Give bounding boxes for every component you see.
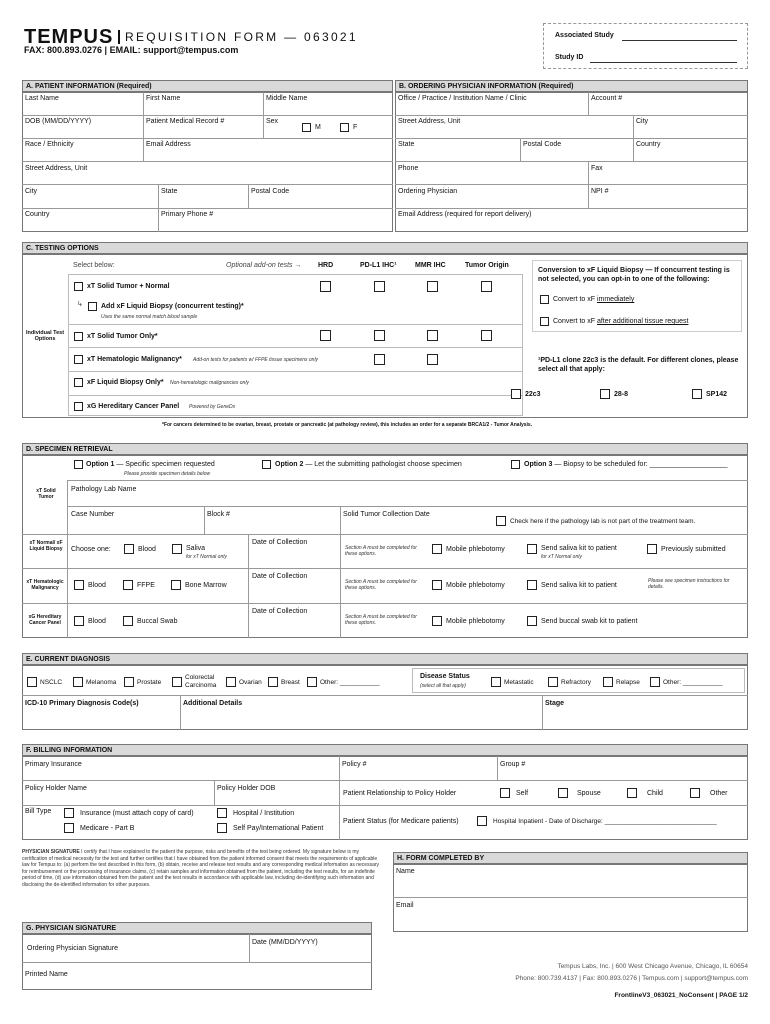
medicare-label: Medicare - Part B <box>80 825 135 832</box>
relapse-checkbox[interactable] <box>603 677 613 687</box>
section-b-title: B. ORDERING PHYSICIAN INFORMATION (Required) <box>395 80 748 92</box>
xf-note: Non-hematologic malignancies only <box>170 380 249 386</box>
clone-288-label: 28-8 <box>614 391 629 398</box>
ordering-signature-label: Ordering Physician Signature <box>27 945 119 952</box>
xt-solid-only-checkbox[interactable] <box>74 332 83 341</box>
ovarian-checkbox[interactable] <box>226 677 236 687</box>
heme-blood-label: Blood <box>88 582 106 589</box>
option2-checkbox[interactable] <box>262 460 271 469</box>
study-id-label: Study ID <box>555 54 584 61</box>
spouse-checkbox[interactable] <box>558 788 568 798</box>
pathology-lab-label: Pathology Lab Name <box>71 486 137 493</box>
patient-email-label: Email Address <box>146 141 191 148</box>
printed-name-label: Printed Name <box>25 971 68 978</box>
footer-address: Tempus Labs, Inc. | 600 West Chicago Avenue, Chicago, IL 60654 <box>557 963 748 970</box>
brca-footnote: *For cancers determined to be ovarian, breast, prostate or pancreatic (at pathology review), this includes an order for a separate BRCA1/2 - Tumor Analysis. <box>162 422 533 428</box>
sex-f-label: F <box>353 124 358 131</box>
xt-solid-normal-checkbox[interactable] <box>74 282 83 291</box>
section-c-title: C. TESTING OPTIONS <box>22 242 748 254</box>
hospital-checkbox[interactable] <box>217 808 227 818</box>
office-label: Office / Practice / Institution Name / Clinic <box>398 95 527 102</box>
clone-22c3-checkbox[interactable] <box>511 389 521 399</box>
tumor-origin-header: Tumor Origin <box>465 262 509 269</box>
normal-send-saliva-checkbox[interactable] <box>527 544 537 554</box>
clone-288-checkbox[interactable] <box>600 389 610 399</box>
sex-m-label: M <box>315 124 321 131</box>
after-text: after additional tissue request <box>596 318 689 325</box>
heme-mobile-label: Mobile phlebotomy <box>446 582 505 589</box>
heme-ffpe-checkbox[interactable] <box>123 580 133 590</box>
not-part-label: Check here if the pathology lab is not part of the treatment team. <box>510 518 696 525</box>
mmr-solid-only-checkbox[interactable] <box>427 330 438 341</box>
race-label: Race / Ethnicity <box>25 141 74 148</box>
xt-solid-only-label: xT Solid Tumor Only* <box>87 333 158 340</box>
npi-label: NPI # <box>591 188 609 195</box>
section-e-title: E. CURRENT DIAGNOSIS <box>22 653 748 665</box>
xf-only-checkbox[interactable] <box>74 378 83 387</box>
heme-section-a-note: Section A must be completed for these options. <box>345 579 417 591</box>
sex-label: Sex <box>266 118 279 125</box>
icd-label: ICD-10 Primary Diagnosis Code(s) <box>25 700 139 707</box>
other-cancer-checkbox[interactable] <box>307 677 317 687</box>
section-f-title: F. BILLING INFORMATION <box>22 744 748 756</box>
dob-label: DOB (MM/DD/YYYY) <box>25 118 92 125</box>
associated-study-label: Associated Study <box>555 32 614 39</box>
contact-line: FAX: 800.893.0276 | EMAIL: support@tempus.com <box>24 45 239 55</box>
xg-blood-label: Blood <box>88 618 106 625</box>
other-status-label: Other: ___________ <box>663 679 723 686</box>
option2-label: Option 2 — Let the submitting pathologist choose specimen <box>275 461 462 468</box>
tempus-logo: TEMPUS <box>24 26 114 48</box>
select-below: Select below: <box>73 262 115 269</box>
patient-status-label: Patient Status (for Medicare patients) <box>343 818 459 825</box>
disease-status-label: Disease Status <box>420 673 470 680</box>
xg-mobile-label: Mobile phlebotomy <box>446 618 505 625</box>
convert-immediately-label: Convert to xF immediately <box>553 296 635 303</box>
selfpay-checkbox[interactable] <box>217 823 227 833</box>
prostate-label: Prostate <box>137 679 162 686</box>
certification-text: PHYSICIAN SIGNATURE I certify that I have explained to the patient the purpose, risks and benefits of the test being ordered. My signature below is my certification of medical necessity for the test and further certifies that I have obtained from the patient informed consent that meets the requirements of applicable law for Tempus to: (a) perform the test described in this form, (b) obtain, receive and release test results and any corresponding medical information as necessary for reimbursement or the processing of insurance claims, (c) retain samples and information obtained from the patient, including the test results, for an indefinite period of time, (d) use information obtained from the patient and the test results in accordance with applicable law, including de-identifying such information and disclosing the de-identified information for other purposes. <box>22 849 380 888</box>
heme-date-label: Date of Collection <box>252 573 308 580</box>
pdl1-clone-note: ¹PD-L1 clone 22c3 is the default. For different clones, please select all that apply: <box>538 357 739 373</box>
choose-one: Choose one: <box>71 546 111 553</box>
heme-marrow-label: Bone Marrow <box>185 582 227 589</box>
physician-postal-label: Postal Code <box>523 141 562 148</box>
convert-immediately-checkbox[interactable] <box>540 295 549 304</box>
melanoma-checkbox[interactable] <box>73 677 83 687</box>
nsclc-checkbox[interactable] <box>27 677 37 687</box>
footer-phone: Phone: 800.739.4137 | Fax: 800.893.0276 | Tempus.com | support@tempus.com <box>515 975 748 982</box>
inpatient-label: Hospital Inpatient - Date of Discharge: _______________________________ <box>493 818 717 825</box>
patient-city-label: City <box>25 188 38 195</box>
physician-city-label: City <box>636 118 649 125</box>
self-checkbox[interactable] <box>500 788 510 798</box>
ordering-physician-label: Ordering Physician <box>398 188 458 195</box>
xg-date-label: Date of Collection <box>252 608 308 615</box>
block-label: Block # <box>207 511 230 518</box>
section-g-title: G. PHYSICIAN SIGNATURE <box>22 922 372 934</box>
relationship-label: Patient Relationship to Policy Holder <box>343 790 457 797</box>
xg-section-a-note: Section A must be completed for these options. <box>345 614 417 626</box>
pdl1-header: PD-L1 IHC¹ <box>360 262 397 269</box>
physician-street-label: Street Address, Unit <box>398 118 461 125</box>
certification-heading: PHYSICIAN SIGNATURE <box>22 849 80 855</box>
child-checkbox[interactable] <box>627 788 637 798</box>
self-label: Self <box>516 790 529 797</box>
inpatient-checkbox[interactable] <box>477 816 487 826</box>
breast-label: Breast <box>281 679 300 686</box>
group-label: Group # <box>500 761 526 768</box>
heme-mobile-checkbox[interactable] <box>432 580 442 590</box>
previously-submitted-label: Previously submitted <box>661 546 726 553</box>
clone-sp142-label: SP142 <box>706 391 728 398</box>
other-status-checkbox[interactable] <box>650 677 660 687</box>
option1-note: Please provide specimen details below <box>124 471 211 477</box>
xg-mobile-checkbox[interactable] <box>432 616 442 626</box>
study-id-field[interactable] <box>590 62 737 63</box>
insurance-label: Insurance (must attach copy of card) <box>80 810 194 817</box>
xg-send-buccal-label: Send buccal swab kit to patient <box>541 618 638 625</box>
colorectal-checkbox[interactable] <box>172 677 182 687</box>
xt-heme-spec-label: xT Hematologic Malignancy <box>26 579 64 591</box>
previously-submitted-checkbox[interactable] <box>647 544 657 554</box>
patient-country-label: Country <box>25 211 50 218</box>
patient-postal-label: Postal Code <box>251 188 290 195</box>
colorectal-label: Colorectal Carcinoma <box>185 674 217 689</box>
convert-after-label: Convert to xF after additional tissue request <box>553 318 689 325</box>
normal-send-saliva-label: Send saliva kit to patient <box>541 545 617 552</box>
heme-send-saliva-label: Send saliva kit to patient <box>541 582 617 589</box>
section-h-title: H. FORM COMPLETED BY <box>393 852 748 864</box>
bill-type-label: Bill Type <box>25 808 52 815</box>
breast-checkbox[interactable] <box>268 677 278 687</box>
mrn-label: Patient Medical Record # <box>146 118 225 125</box>
hrd-solid-only-checkbox[interactable] <box>320 330 331 341</box>
hrd-solid-normal-checkbox[interactable] <box>320 281 331 292</box>
xt-heme-label: xT Hematologic Malignancy* <box>87 356 182 363</box>
normal-saliva-checkbox[interactable] <box>172 544 182 554</box>
heme-blood-checkbox[interactable] <box>74 580 84 590</box>
physician-fax-label: Fax <box>591 165 603 172</box>
add-xf-label: Add xF Liquid Biopsy (concurrent testing)* <box>101 303 244 310</box>
conversion-text: Conversion to xF Liquid Biopsy — If concurrent testing is not selected, you can opt-in to one of the following: <box>538 267 730 283</box>
hrd-header: HRD <box>318 262 334 269</box>
heme-ffpe-label: FFPE <box>137 582 155 589</box>
xt-normal-label: xT Normal/ xF Liquid Biopsy <box>29 540 63 552</box>
immediately-text: immediately <box>596 296 635 303</box>
metastatic-label: Metastatic <box>504 679 534 686</box>
xg-label: xG Hereditary Cancer Panel <box>87 403 180 410</box>
patient-state-label: State <box>161 188 178 195</box>
section-a-title: A. PATIENT INFORMATION (Required) <box>22 80 393 92</box>
case-number-label: Case Number <box>71 511 115 518</box>
mmr-heme-checkbox[interactable] <box>427 354 438 365</box>
normal-date-label: Date of Collection <box>252 539 308 546</box>
stage-label: Stage <box>545 700 565 707</box>
normal-mobile-label: Mobile phlebotomy <box>446 546 505 553</box>
melanoma-label: Melanoma <box>86 679 117 686</box>
medicare-checkbox[interactable] <box>64 823 74 833</box>
physician-phone-label: Phone <box>398 165 419 172</box>
add-arrow: ↳ <box>77 301 83 308</box>
pdl1-solid-only-checkbox[interactable] <box>374 330 385 341</box>
ovarian-label: Ovarian <box>239 679 262 686</box>
section-h-box <box>393 864 748 932</box>
xg-checkbox[interactable] <box>74 402 83 411</box>
xg-blood-checkbox[interactable] <box>74 616 84 626</box>
send-saliva-note: for xT Normal only <box>541 554 582 560</box>
xg-spec-label: xG Hereditary Cancer Panel <box>28 614 62 626</box>
disease-status-note: (select all that apply) <box>420 683 466 689</box>
convert-after-checkbox[interactable] <box>540 317 549 326</box>
holder-dob-label: Policy Holder DOB <box>217 785 276 792</box>
origin-solid-normal-checkbox[interactable] <box>481 281 492 292</box>
option3-label: Option 3 — Biopsy to be scheduled for: ____________________ <box>524 461 728 468</box>
holder-name-label: Policy Holder Name <box>25 785 87 792</box>
account-label: Account # <box>591 95 623 102</box>
selfpay-label: Self Pay/International Patient <box>233 825 324 832</box>
mmr-header: MMR IHC <box>415 262 446 269</box>
other-relationship-label: Other <box>710 790 728 797</box>
xf-only-label: xF Liquid Biopsy Only* <box>87 379 164 386</box>
see-specimen-note: Please see specimen instructions for details. <box>648 578 730 590</box>
metastatic-checkbox[interactable] <box>491 677 501 687</box>
normal-blood-label: Blood <box>138 546 156 553</box>
relapse-label: Relapse <box>616 679 640 686</box>
sex-f-checkbox[interactable] <box>340 123 349 132</box>
form-title: REQUISITION FORM — 063021 <box>118 30 358 44</box>
refractory-checkbox[interactable] <box>548 677 558 687</box>
mmr-solid-normal-checkbox[interactable] <box>427 281 438 292</box>
section-d-title: D. SPECIMEN RETRIEVAL <box>22 443 748 455</box>
xg-send-buccal-checkbox[interactable] <box>527 616 537 626</box>
normal-mobile-checkbox[interactable] <box>432 544 442 554</box>
spouse-label: Spouse <box>577 790 601 797</box>
optional-addon: Optional add-on tests → <box>226 262 302 269</box>
hospital-label: Hospital / Institution <box>233 810 295 817</box>
sex-m-checkbox[interactable] <box>302 123 311 132</box>
physician-state-label: State <box>398 141 415 148</box>
completed-name-label: Name <box>396 868 415 875</box>
origin-solid-only-checkbox[interactable] <box>481 330 492 341</box>
heme-note: Add-on tests for patients w/ FFPE tissue specimens only <box>193 357 319 363</box>
add-xf-checkbox[interactable] <box>88 302 97 311</box>
saliva-note: for xT Normal only <box>186 554 227 560</box>
clone-sp142-checkbox[interactable] <box>692 389 702 399</box>
completed-email-label: Email <box>396 902 414 909</box>
not-part-checkbox[interactable] <box>496 516 506 526</box>
heme-send-saliva-checkbox[interactable] <box>527 580 537 590</box>
pdl1-solid-normal-checkbox[interactable] <box>374 281 385 292</box>
physician-email-label: Email Address (required for report delivery) <box>398 211 532 218</box>
physician-country-label: Country <box>636 141 661 148</box>
same-blood-note: Uses the same normal match blood sample <box>101 314 198 320</box>
xt-solid-normal-label: xT Solid Tumor + Normal <box>87 283 170 290</box>
other-relationship-checkbox[interactable] <box>690 788 700 798</box>
collection-date-label: Solid Tumor Collection Date <box>343 511 430 518</box>
child-label: Child <box>647 790 663 797</box>
option1-label: Option 1 — Specific specimen requested <box>86 461 215 468</box>
nsclc-label: NSCLC <box>40 679 63 686</box>
normal-saliva-label: Saliva <box>186 545 206 552</box>
xg-note: Powered by GeneDx <box>189 404 236 410</box>
policy-label: Policy # <box>342 761 367 768</box>
xt-solid-tumor-label: xT Solid Tumor <box>36 488 56 500</box>
insurance-checkbox[interactable] <box>64 808 74 818</box>
associated-study-field[interactable] <box>622 40 737 41</box>
clone-22c3-label: 22c3 <box>525 391 541 398</box>
first-name-label: First Name <box>146 95 181 102</box>
patient-phone-label: Primary Phone # <box>161 211 214 218</box>
pdl1-heme-checkbox[interactable] <box>374 354 385 365</box>
prostate-checkbox[interactable] <box>124 677 134 687</box>
normal-blood-checkbox[interactable] <box>124 544 134 554</box>
middle-name-label: Middle Name <box>266 95 308 102</box>
additional-details-label: Additional Details <box>183 700 243 707</box>
primary-insurance-label: Primary Insurance <box>25 761 82 768</box>
option1-checkbox[interactable] <box>74 460 83 469</box>
other-cancer-label: Other: ___________ <box>320 679 380 686</box>
xt-heme-checkbox[interactable] <box>74 355 83 364</box>
normal-section-a-note: Section A must be completed for these options. <box>345 545 417 557</box>
footer-version: FrontlineV3_063021_NoConsent | PAGE 1/2 <box>614 992 748 999</box>
individual-test-options: Individual Test Options <box>25 330 65 342</box>
refractory-label: Refractory <box>561 679 591 686</box>
xg-buccal-checkbox[interactable] <box>123 616 133 626</box>
heme-marrow-checkbox[interactable] <box>171 580 181 590</box>
last-name-label: Last Name <box>25 95 59 102</box>
xg-buccal-label: Buccal Swab <box>137 618 178 625</box>
patient-street-label: Street Address, Unit <box>25 165 88 172</box>
option3-checkbox[interactable] <box>511 460 520 469</box>
signature-date-label: Date (MM/DD/YYYY) <box>252 939 318 946</box>
